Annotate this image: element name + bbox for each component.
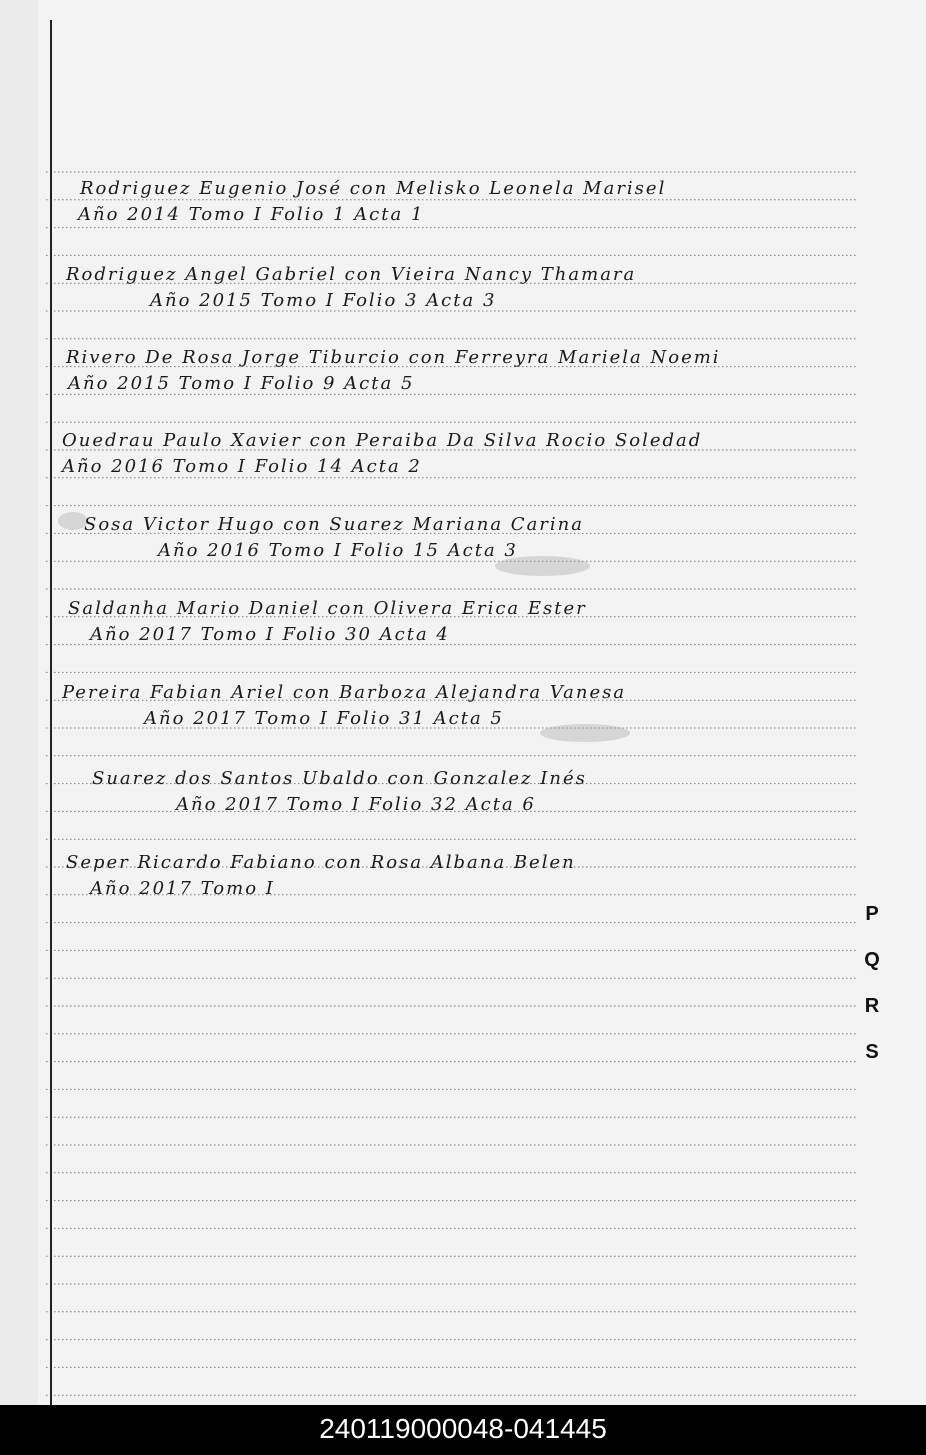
alphabet-index-tabs — [862, 902, 882, 1086]
entry-record: Año 2014 Tomo I Folio 1 Acta 1 — [78, 204, 425, 225]
index-letter-r: R — [864, 995, 880, 1017]
entry-record: Año 2017 Tomo I — [90, 878, 275, 899]
entry-record: Año 2017 Tomo I Folio 32 Acta 6 — [176, 794, 536, 815]
entry-record: Año 2016 Tomo I Folio 14 Acta 2 — [62, 456, 422, 477]
index-letter-q: Q — [864, 949, 880, 971]
registry-entry — [62, 428, 862, 480]
entry-names: Saldanha Mario Daniel con Olivera Erica Ester — [68, 598, 587, 619]
margin-rule — [50, 20, 52, 1405]
entry-names: Ouedrau Paulo Xavier con Peraiba Da Silva Rocio Soledad — [62, 430, 703, 451]
registry-entry — [62, 680, 862, 732]
index-letter-p: P — [865, 903, 879, 925]
entry-names: Sosa Victor Hugo con Suarez Mariana Carina — [84, 514, 584, 535]
entry-names: Suarez dos Santos Ubaldo con Gonzalez Inés — [92, 768, 587, 789]
entry-record: Año 2017 Tomo I Folio 31 Acta 5 — [144, 708, 504, 729]
registry-entry — [62, 262, 862, 314]
entry-record: Año 2017 Tomo I Folio 30 Acta 4 — [90, 624, 450, 645]
entry-names: Rodriguez Eugenio José con Melisko Leonela Marisel — [80, 178, 667, 199]
registry-entry — [62, 596, 862, 648]
entry-names: Pereira Fabian Ariel con Barboza Alejandra Vanesa — [62, 682, 627, 703]
entry-record: Año 2016 Tomo I Folio 15 Acta 3 — [158, 540, 518, 561]
registry-entry — [62, 176, 862, 228]
entry-names: Rodriguez Angel Gabriel con Vieira Nancy Thamara — [66, 264, 637, 285]
index-letter-s: S — [865, 1041, 879, 1063]
document-id: 240119000048-041445 — [319, 1413, 607, 1444]
footer-bar — [0, 1405, 926, 1455]
entry-record: Año 2015 Tomo I Folio 3 Acta 3 — [150, 290, 497, 311]
entry-record: Año 2015 Tomo I Folio 9 Acta 5 — [68, 373, 415, 394]
registry-entry — [62, 512, 862, 564]
registry-entry — [62, 345, 862, 397]
entry-names: Seper Ricardo Fabiano con Rosa Albana Belen — [66, 852, 576, 873]
registry-entry — [62, 766, 862, 818]
entry-names: Rivero De Rosa Jorge Tiburcio con Ferreyra Mariela Noemi — [66, 347, 721, 368]
registry-entry — [62, 850, 862, 902]
